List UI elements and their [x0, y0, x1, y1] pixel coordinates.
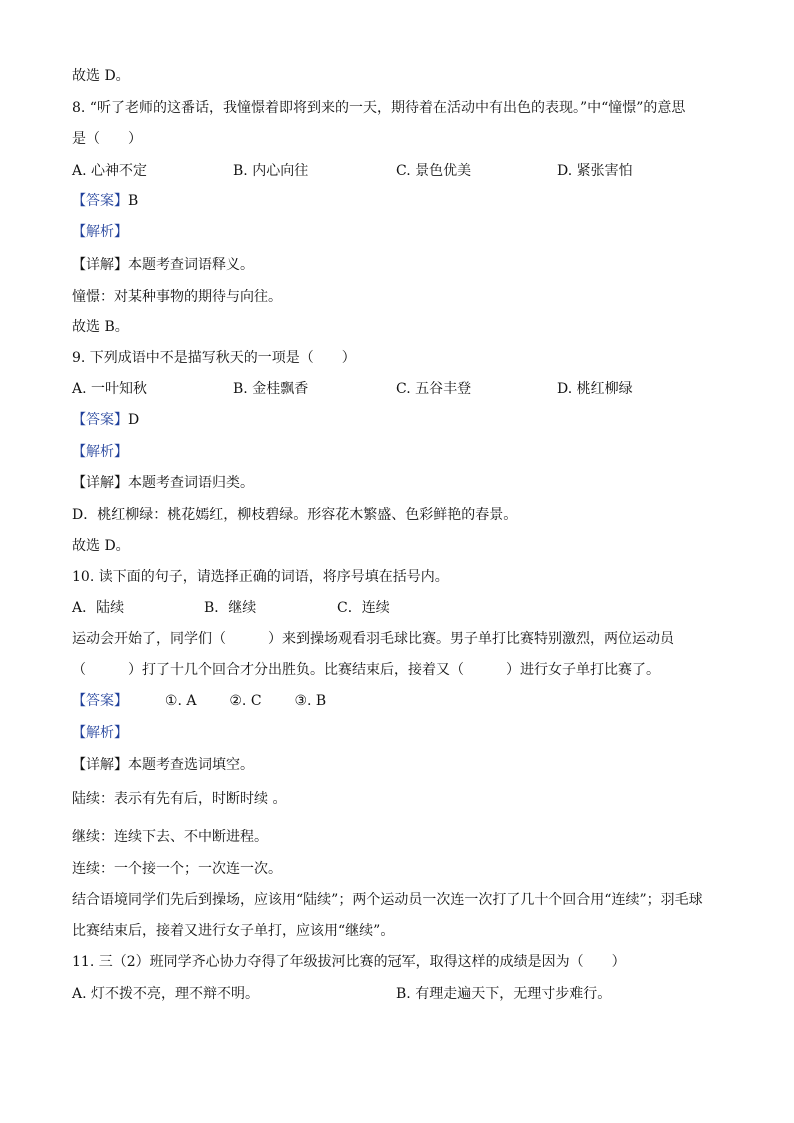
q9-answer-line: [72, 411, 139, 429]
q10-explain-1: 陆续：表示有先有后，时断时续 。: [72, 791, 287, 807]
q10-analysis-tag: 【解析】: [72, 725, 128, 741]
q10-stem: 10. 读下面的句子，请选择正确的词语，将序号填在括号内。: [72, 569, 449, 585]
q10-detail-line: [72, 756, 254, 774]
answer-tag: 【答案】: [72, 193, 128, 209]
q9-option-c: C. 五谷丰登: [396, 381, 472, 397]
q10-answer-line: [72, 692, 326, 710]
q8-option-a: A. 心神不定: [72, 163, 148, 179]
q10-option-b: B．继续: [204, 600, 257, 616]
q8-answer-line: [72, 192, 138, 210]
q8-option-b: B. 内心向往: [233, 163, 309, 179]
q10-answer-1: ①. A: [164, 693, 197, 709]
q8-detail-line: [72, 256, 254, 274]
q10-passage-line2: （ ）打了十几个回合才分出胜负。比赛结束后，接着又（ ）进行女子单打比赛了。: [72, 662, 660, 678]
q8-answer: B: [128, 193, 139, 209]
q10-detail: 本题考查选词填空。: [128, 757, 254, 773]
detail-tag: 【详解】: [72, 257, 128, 273]
q9-answer: D: [128, 412, 140, 428]
q8-stem-line1: 8. “听了老师的这番话，我憧憬着即将到来的一天，期待着在活动中有出色的表现。”中“憧憬”的意思: [72, 100, 686, 116]
q9-option-b: B. 金桂飘香: [233, 381, 309, 397]
q9-detail: 本题考查词语归类。: [128, 475, 254, 491]
q10-answer-2: ②. C: [229, 693, 262, 709]
q8-conclusion: 故选 B。: [72, 319, 129, 335]
q8-stem-line2: 是（ ）: [72, 131, 142, 147]
q10-option-a: A．陆续: [72, 600, 125, 616]
q10-summary-line1: 结合语境同学们先后到操场，应该用“陆续”；两个运动员一次连一次打了几十个回合用“连续”；羽毛球: [72, 892, 703, 908]
q8-detail: 本题考查词语释义。: [128, 257, 254, 273]
q10-option-c: C．连续: [337, 600, 390, 616]
q9-option-d: D. 桃红柳绿: [557, 381, 633, 397]
answer-tag: 【答案】: [72, 412, 128, 428]
q11-option-a: A. 灯不拨不亮，理不辩不明。: [72, 986, 260, 1002]
q10-explain-3: 连续：一个接一个；一次连一次。: [72, 861, 282, 877]
q8-option-d: D. 紧张害怕: [557, 163, 633, 179]
q10-summary-line2: 比赛结束后，接着又进行女子单打，应该用“继续”。: [72, 923, 395, 939]
detail-tag: 【详解】: [72, 757, 128, 773]
q8-explain: 憧憬：对某种事物的期待与向往。: [72, 289, 282, 305]
q9-detail-line: [72, 474, 254, 492]
q9-analysis-tag: 【解析】: [72, 444, 128, 460]
q8-analysis-tag: 【解析】: [72, 224, 128, 240]
q8-option-c: C. 景色优美: [396, 163, 472, 179]
q11-stem: 11. 三（2）班同学齐心协力夺得了年级拔河比赛的冠军，取得这样的成绩是因为（ ）: [72, 954, 626, 970]
q10-answer-3: ③. B: [294, 693, 327, 709]
conclusion-q7: 故选 D。: [72, 68, 130, 84]
q9-conclusion: 故选 D。: [72, 538, 130, 554]
q9-explain: D．桃红柳绿：桃花嫣红，柳枝碧绿。形容花木繁盛、色彩鲜艳的春景。: [72, 507, 518, 523]
q9-stem: 9. 下列成语中不是描写秋天的一项是（ ）: [72, 350, 356, 366]
detail-tag: 【详解】: [72, 475, 128, 491]
q9-option-a: A. 一叶知秋: [72, 381, 148, 397]
q10-passage-line1: 运动会开始了，同学们（ ）来到操场观看羽毛球比赛。男子单打比赛特别激烈，两位运动员: [72, 631, 674, 647]
answer-tag: 【答案】: [72, 693, 128, 709]
q10-explain-2: 继续：连续下去、不中断进程。: [72, 829, 268, 845]
q11-option-b: B. 有理走遍天下，无理寸步难行。: [396, 986, 612, 1002]
